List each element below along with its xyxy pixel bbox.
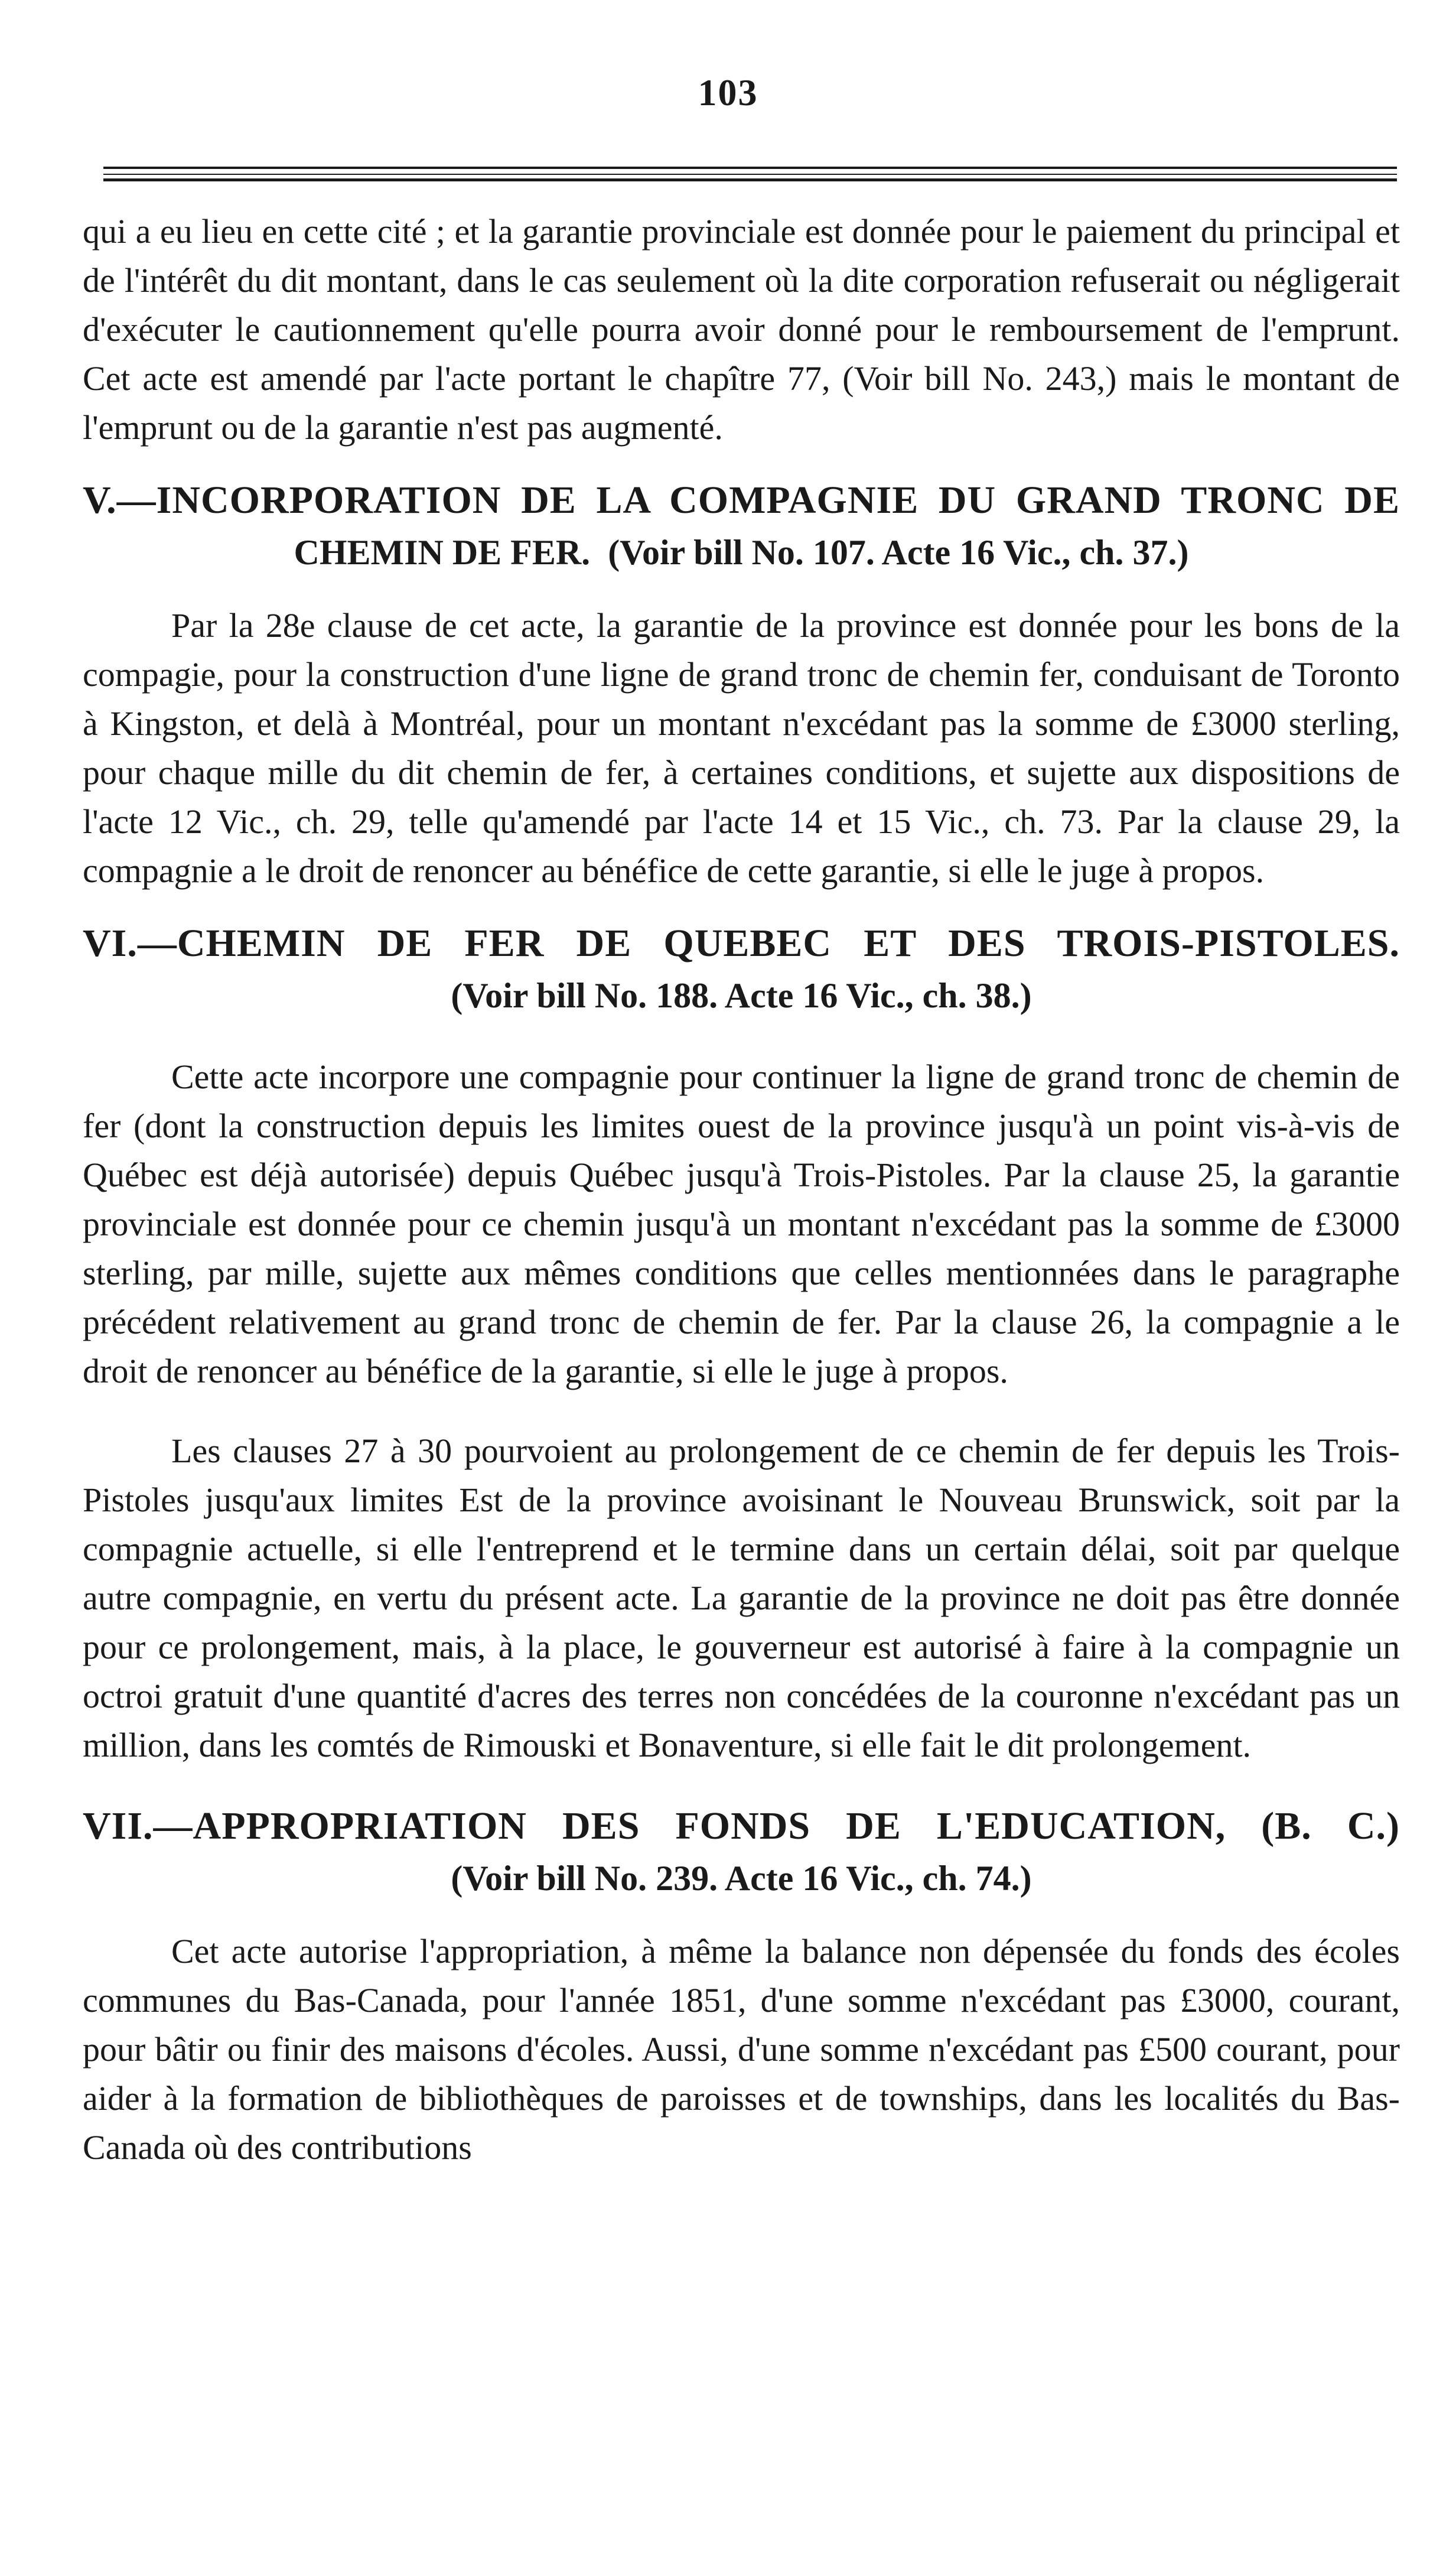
continuation-paragraph: qui a eu lieu en cette cité ; et la garantie provinciale est donnée pour le paiement du principal et de l'intérêt du dit montant, dans le cas seulement où la dite corporation refuserait ou négligerait d'exécuter le cautionnement qu'elle pourra avoir donné pour le remboursement de l'emprunt. Cet acte est amendé par l'acte portant le chapître 77, (Voir bill No. 243,) mais le montant de l'emprunt ou de la garantie n'est pas augmenté. <box>83 212 1400 447</box>
page-number: 103 <box>698 71 758 113</box>
section-title: VII.—APPROPRIATION DES FONDS DE L'EDUCATION, (B. C.) <box>83 1804 1400 1848</box>
section-heading-vii <box>83 1800 1400 1904</box>
section-subtitle-caps: CHEMIN DE FER. <box>294 533 591 572</box>
section-heading-v <box>83 474 1400 578</box>
section-reference: (Voir bill No. 239. Acte 16 Vic., ch. 74.) <box>451 1859 1032 1898</box>
section-title: V.—INCORPORATION DE LA COMPAGNIE DU GRAND TRONC DE <box>83 479 1400 522</box>
section-vii-paragraph-1: Cet acte autorise l'appropriation, à même la balance non dépensée du fonds des écoles communes du Bas-Canada, pour l'année 1851, d'une somme n'excédant pas £3000, courant, pour bâtir ou finir des maisons d'écoles. Aussi, d'une somme n'excédant pas £500 courant, pour aider à la formation de bibliothèques de paroisses et de townships, dans les localités du Bas-Canada où des contributions <box>83 1932 1400 2167</box>
page-body <box>83 207 1400 2172</box>
header-rule-bottom <box>103 178 1397 181</box>
section-vi-paragraph-1: Cette acte incorpore une compagnie pour continuer la ligne de grand tronc de chemin de fer (dont la construction depuis les limites ouest de la province jusqu'à un point vis-à-vis de Québec est déjà autorisée) depuis Québec jusqu'à Trois-Pistoles. Par la clause 25, la garantie provinciale est donnée pour ce chemin jusqu'à un montant n'excédant pas la somme de £3000 sterling, par mille, sujette aux mêmes conditions que celles mentionnées dans le paragraphe précédent relativement au grand tronc de chemin de fer. Par la clause 26, la compagnie a le droit de renoncer au bénéfice de la garantie, si elle le juge à propos. <box>83 1058 1400 1390</box>
section-reference: (Voir bill No. 188. Acte 16 Vic., ch. 38.) <box>451 976 1032 1015</box>
header-rule-middle <box>103 174 1397 175</box>
header-rule-top <box>103 167 1397 169</box>
section-vi-paragraph-2: Les clauses 27 à 30 pourvoient au prolongement de ce chemin de fer depuis les Trois-Pistoles jusqu'aux limites Est de la province avoisinant le Nouveau Brunswick, soit par la compagnie actuelle, si elle l'entreprend et le termine dans un certain délai, soit par quelque autre compagnie, en vertu du présent acte. La garantie de la province ne doit pas être donnée pour ce prolongement, mais, à la place, le gouverneur est autorisé à faire à la compagnie un octroi gratuit d'une quantité d'acres des terres non concédées de la couronne n'excédant pas un million, dans les comtés de Rimouski et Bonaventure, si elle fait le dit prolongement. <box>83 1432 1400 1764</box>
section-reference: (Voir bill No. 107. Acte 16 Vic., ch. 37.) <box>608 533 1189 572</box>
section-v-paragraph-1: Par la 28e clause de cet acte, la garantie de la province est donnée pour les bons de la compagie, pour la construction d'une ligne de grand tronc de chemin fer, conduisant de Toronto à Kingston, et delà à Montréal, pour un montant n'excédant pas la somme de £3000 sterling, pour chaque mille du dit chemin de fer, à certaines conditions, et sujette aux dispositions de l'acte 12 Vic., ch. 29, telle qu'amendé par l'acte 14 et 15 Vic., ch. 73. Par la clause 29, la compagnie a le droit de renoncer au bénéfice de cette garantie, si elle le juge à propos. <box>83 606 1400 890</box>
section-heading-vi <box>83 918 1400 1022</box>
section-title: VI.—CHEMIN DE FER DE QUEBEC ET DES TROIS-PISTOLES. <box>83 922 1400 965</box>
section-subtitle <box>83 526 1400 578</box>
